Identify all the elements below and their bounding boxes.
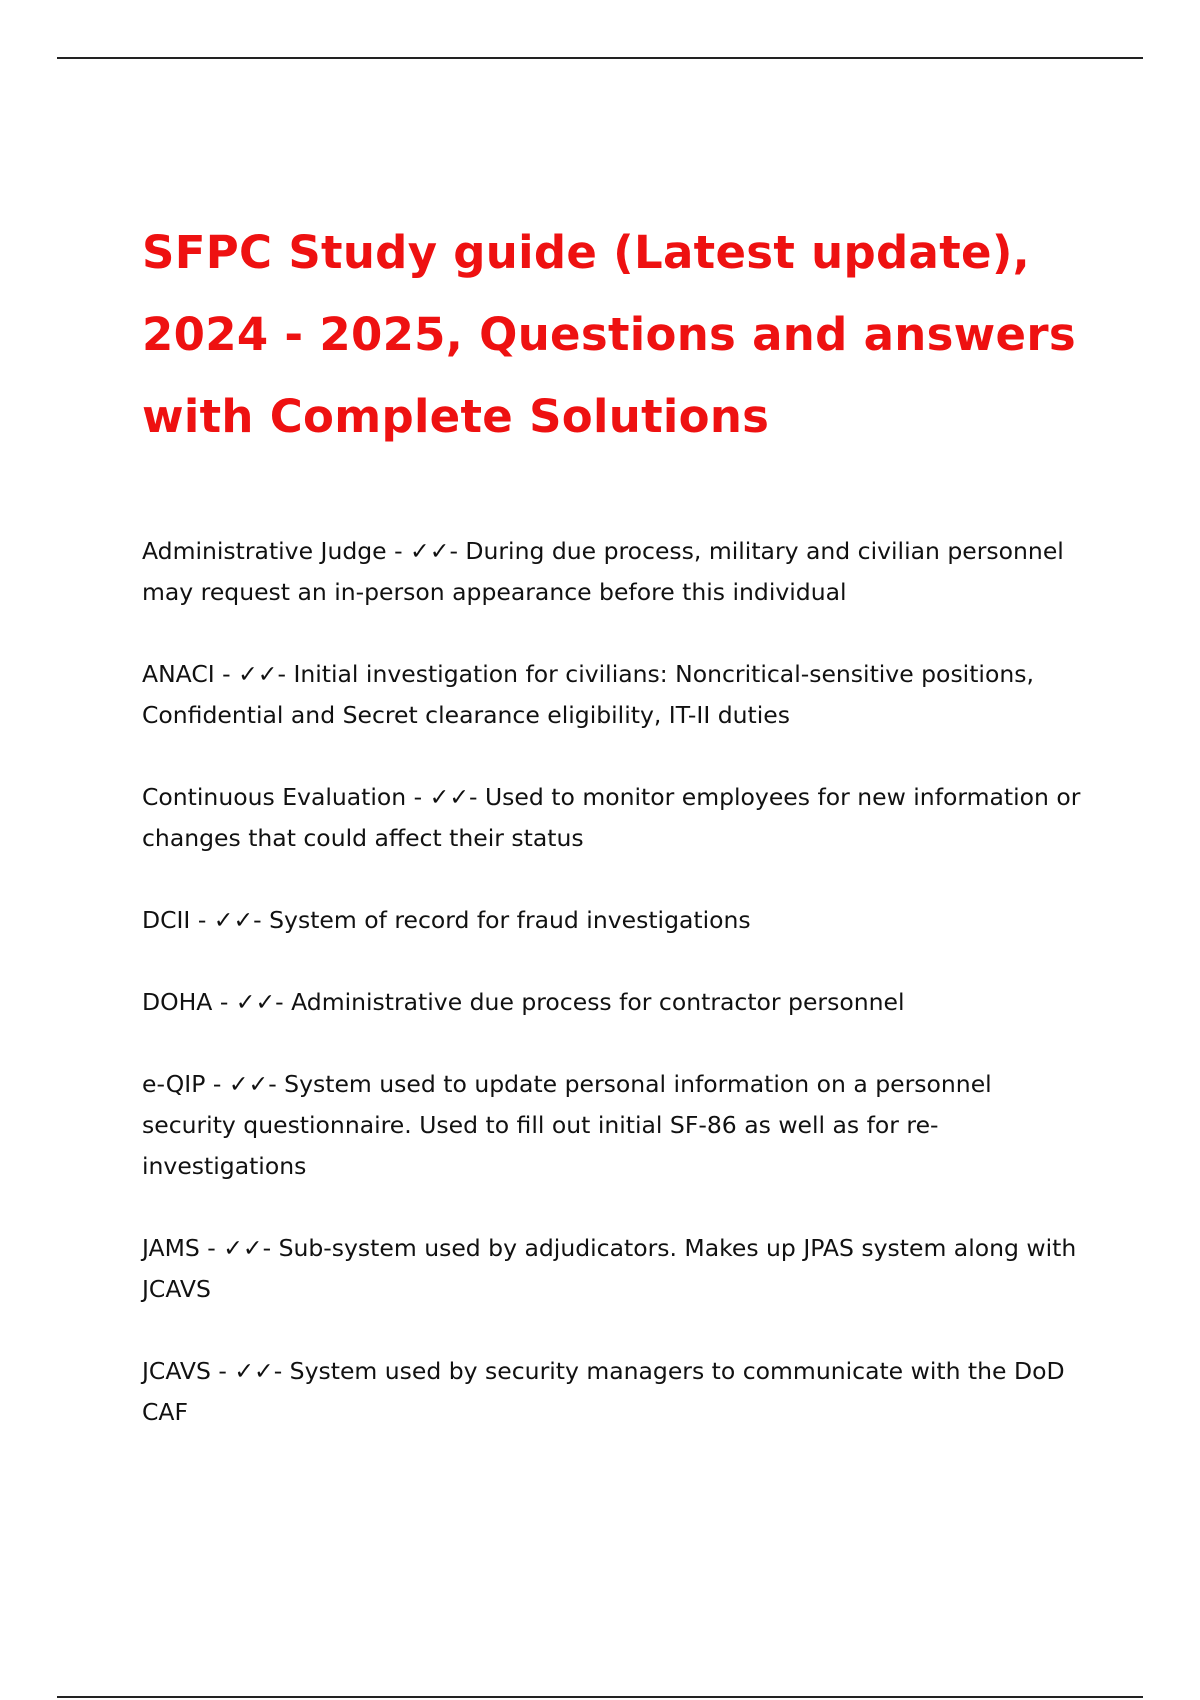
- entry-definition: System of record for fraud investigations: [269, 906, 751, 934]
- qa-entry-jcavs: [142, 1351, 1082, 1433]
- entry-term: DCII: [142, 906, 191, 934]
- checkmark-separator: - ✓✓-: [386, 537, 466, 565]
- checkmark-separator: - ✓✓-: [199, 1234, 279, 1262]
- entry-term: ANACI: [142, 660, 215, 688]
- document-title: [142, 212, 1102, 458]
- title-line-3: with Complete Solutions: [142, 390, 770, 443]
- entry-term: Administrative Judge: [142, 537, 387, 565]
- entry-term: JAMS: [142, 1234, 200, 1262]
- qa-entry-jams: [142, 1228, 1082, 1310]
- qa-entry-anaci: [142, 654, 1082, 736]
- qa-entry-e-qip: [142, 1064, 1082, 1187]
- entry-definition: Used to monitor employees for new information or changes that could affect their status: [142, 783, 1081, 852]
- entry-term: DOHA: [142, 988, 213, 1016]
- checkmark-separator: - ✓✓-: [214, 660, 294, 688]
- title-line-2: 2024 - 2025, Questions and answers: [142, 308, 1076, 361]
- entry-definition: Sub-system used by adjudicators. Makes up JPAS system along with JCAVS: [142, 1234, 1077, 1303]
- entry-term: Continuous Evaluation: [142, 783, 407, 811]
- qa-entry-continuous-evaluation: [142, 777, 1082, 859]
- qa-entry-administrative-judge: [142, 531, 1082, 613]
- entry-definition: System used by security managers to communicate with the DoD CAF: [142, 1357, 1065, 1426]
- qa-entry-doha: [142, 982, 1082, 1023]
- top-rule: [57, 57, 1143, 59]
- entry-definition: During due process, military and civilian personnel may request an in-person appearance before this individual: [142, 537, 1064, 606]
- checkmark-separator: - ✓✓-: [210, 1357, 290, 1385]
- entry-definition: Administrative due process for contractor personnel: [291, 988, 905, 1016]
- checkmark-separator: - ✓✓-: [406, 783, 485, 811]
- checkmark-separator: - ✓✓-: [190, 906, 270, 934]
- checkmark-separator: - ✓✓-: [205, 1070, 285, 1098]
- checkmark-separator: - ✓✓-: [212, 988, 292, 1016]
- title-line-1: SFPC Study guide (Latest update),: [142, 226, 1031, 279]
- entry-term: e-QIP: [142, 1070, 206, 1098]
- qa-entry-dcii: [142, 900, 1082, 941]
- qa-list: [142, 531, 1082, 1433]
- entry-term: JCAVS: [142, 1357, 211, 1385]
- entry-definition: Initial investigation for civilians: Noncritical-sensitive positions, Confidential and Secret clearance eligibility, IT-II duties: [142, 660, 1034, 729]
- entry-definition: System used to update personal information on a personnel security questionnaire. Used to fill out initial SF-86 as well as for re-investigations: [142, 1070, 992, 1180]
- bottom-rule: [57, 1696, 1143, 1698]
